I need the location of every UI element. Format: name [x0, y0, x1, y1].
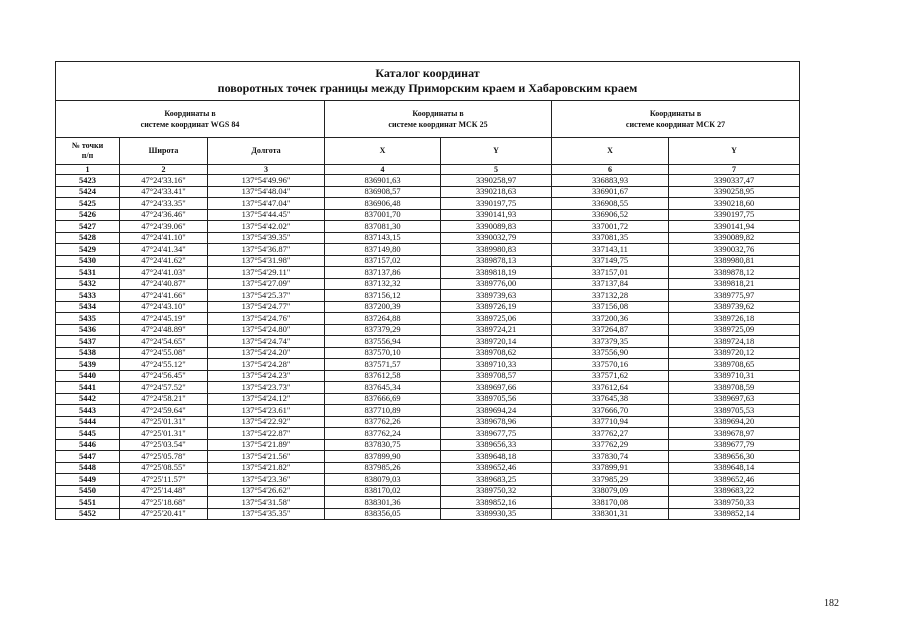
msk27-y-cell: 3389818,21	[669, 278, 800, 290]
column-number: 2	[120, 165, 208, 175]
msk27-y-cell: 3389677,79	[669, 439, 800, 451]
msk25-y-cell: 3389852,16	[441, 497, 552, 509]
point-number-cell: 5434	[56, 301, 120, 313]
table-row	[56, 232, 800, 244]
longitude-cell: 137°54'29.11"	[208, 267, 325, 279]
msk27-y-cell: 3389720,12	[669, 347, 800, 359]
table-row	[56, 324, 800, 336]
msk27-y-cell: 3390337,47	[669, 175, 800, 187]
point-number-cell: 5447	[56, 451, 120, 463]
msk25-y-cell: 3390258,97	[441, 175, 552, 187]
msk25-y-cell: 3389725,06	[441, 313, 552, 325]
msk27-y-cell: 3390218,60	[669, 198, 800, 210]
table-row	[56, 336, 800, 348]
msk25-x-cell: 837762,26	[325, 416, 441, 428]
latitude-cell: 47°24'48.89"	[120, 324, 208, 336]
msk25-x-cell: 837710,89	[325, 405, 441, 417]
table-row	[56, 462, 800, 474]
msk27-x-cell: 337556,90	[552, 347, 669, 359]
msk27-y-cell: 3389878,12	[669, 267, 800, 279]
msk27-y-cell: 3389705,53	[669, 405, 800, 417]
point-number-header: № точки п/п	[56, 138, 120, 165]
point-number-cell: 5428	[56, 232, 120, 244]
latitude-cell: 47°25'14.48"	[120, 485, 208, 497]
table-row	[56, 393, 800, 405]
msk27-y-header: Y	[669, 138, 800, 165]
longitude-cell: 137°54'49.96"	[208, 175, 325, 187]
msk25-y-cell: 3389930,35	[441, 508, 552, 520]
table-row	[56, 313, 800, 325]
msk25-x-cell: 838079,03	[325, 474, 441, 486]
msk25-x-cell: 837200,39	[325, 301, 441, 313]
msk27-y-cell: 3389694,20	[669, 416, 800, 428]
table-row	[56, 405, 800, 417]
table-row	[56, 255, 800, 267]
longitude-cell: 137°54'39.35"	[208, 232, 325, 244]
latitude-cell: 47°25'18.68"	[120, 497, 208, 509]
msk27-y-cell: 3390258,95	[669, 186, 800, 198]
msk27-system-header: Координаты в системе координат МСК 27	[552, 101, 800, 138]
msk25-y-cell: 3389656,33	[441, 439, 552, 451]
longitude-cell: 137°54'24.28"	[208, 359, 325, 371]
msk27-x-cell: 337001,72	[552, 221, 669, 233]
msk25-x-cell: 837570,10	[325, 347, 441, 359]
msk25-x-cell: 837830,75	[325, 439, 441, 451]
latitude-cell: 47°25'05.78"	[120, 451, 208, 463]
msk25-y-cell: 3390218,63	[441, 186, 552, 198]
point-number-cell: 5443	[56, 405, 120, 417]
longitude-cell: 137°54'22.87"	[208, 428, 325, 440]
coordinate-rows	[56, 175, 800, 520]
longitude-cell: 137°54'21.89"	[208, 439, 325, 451]
longitude-cell: 137°54'24.74"	[208, 336, 325, 348]
longitude-cell: 137°54'21.82"	[208, 462, 325, 474]
latitude-cell: 47°24'56.45"	[120, 370, 208, 382]
longitude-cell: 137°54'47.04"	[208, 198, 325, 210]
msk25-y-cell: 3389739,63	[441, 290, 552, 302]
point-number-cell: 5435	[56, 313, 120, 325]
table-row	[56, 278, 800, 290]
msk25-y-cell: 3389683,25	[441, 474, 552, 486]
latitude-cell: 47°25'01.31"	[120, 416, 208, 428]
msk25-y-cell: 3389750,32	[441, 485, 552, 497]
msk25-x-cell: 838301,36	[325, 497, 441, 509]
msk25-y-cell: 3389652,46	[441, 462, 552, 474]
latitude-cell: 47°24'58.21"	[120, 393, 208, 405]
point-number-cell: 5431	[56, 267, 120, 279]
point-number-cell: 5452	[56, 508, 120, 520]
msk25-y-cell: 3389708,57	[441, 370, 552, 382]
table-row	[56, 428, 800, 440]
msk27-x-cell: 337200,36	[552, 313, 669, 325]
msk25-y-cell: 3389710,33	[441, 359, 552, 371]
msk25-x-cell: 837157,02	[325, 255, 441, 267]
column-number: 7	[669, 165, 800, 175]
msk25-x-cell: 837137,86	[325, 267, 441, 279]
msk25-x-cell: 837762,24	[325, 428, 441, 440]
point-number-cell: 5429	[56, 244, 120, 256]
msk27-y-cell: 3389775,97	[669, 290, 800, 302]
msk25-x-cell: 837264,88	[325, 313, 441, 325]
latitude-cell: 47°25'11.57"	[120, 474, 208, 486]
msk25-y-cell: 3389818,19	[441, 267, 552, 279]
msk25-y-cell: 3389720,14	[441, 336, 552, 348]
msk27-x-cell: 337762,27	[552, 428, 669, 440]
msk27-x-cell: 336883,93	[552, 175, 669, 187]
msk25-y-cell: 3390089,83	[441, 221, 552, 233]
msk25-x-cell: 837149,80	[325, 244, 441, 256]
latitude-cell: 47°24'45.19"	[120, 313, 208, 325]
catalog-title: Каталог координат	[375, 66, 480, 80]
msk25-x-cell: 837556,94	[325, 336, 441, 348]
msk25-x-cell: 837571,57	[325, 359, 441, 371]
table-row	[56, 301, 800, 313]
msk27-y-cell: 3389980,81	[669, 255, 800, 267]
point-number-cell: 5437	[56, 336, 120, 348]
table-row	[56, 485, 800, 497]
msk25-y-cell: 3389726,19	[441, 301, 552, 313]
table-row	[56, 508, 800, 520]
catalog-subtitle: поворотных точек границы между Приморским краем и Хабаровским краем	[217, 81, 638, 95]
msk25-x-cell: 837899,90	[325, 451, 441, 463]
msk25-y-cell: 3389694,24	[441, 405, 552, 417]
latitude-cell: 47°25'20.41"	[120, 508, 208, 520]
column-number: 4	[325, 165, 441, 175]
wgs84-system-header: Координаты в системе координат WGS 84	[56, 101, 325, 138]
msk25-x-cell: 838170,02	[325, 485, 441, 497]
msk27-x-cell: 337666,70	[552, 405, 669, 417]
longitude-cell: 137°54'23.61"	[208, 405, 325, 417]
latitude-cell: 47°24'40.87"	[120, 278, 208, 290]
longitude-cell: 137°54'44.45"	[208, 209, 325, 221]
longitude-cell: 137°54'24.80"	[208, 324, 325, 336]
msk27-x-cell: 338079,09	[552, 485, 669, 497]
latitude-cell: 47°24'55.08"	[120, 347, 208, 359]
msk27-x-cell: 337762,29	[552, 439, 669, 451]
point-number-cell: 5436	[56, 324, 120, 336]
msk27-y-cell: 3390032,76	[669, 244, 800, 256]
point-number-cell: 5441	[56, 382, 120, 394]
msk27-x-cell: 337899,91	[552, 462, 669, 474]
table-row	[56, 382, 800, 394]
msk27-x-cell: 337149,75	[552, 255, 669, 267]
msk27-x-cell: 336908,55	[552, 198, 669, 210]
latitude-cell: 47°24'41.66"	[120, 290, 208, 302]
column-number: 1	[56, 165, 120, 175]
msk27-y-cell: 3389683,22	[669, 485, 800, 497]
msk27-y-cell: 3389678,97	[669, 428, 800, 440]
msk27-y-cell: 3389726,18	[669, 313, 800, 325]
latitude-cell: 47°24'59.64"	[120, 405, 208, 417]
msk27-x-cell: 337379,35	[552, 336, 669, 348]
msk25-system-header: Координаты в системе координат МСК 25	[325, 101, 552, 138]
msk25-x-cell: 837985,26	[325, 462, 441, 474]
latitude-cell: 47°25'08.55"	[120, 462, 208, 474]
point-number-cell: 5442	[56, 393, 120, 405]
point-number-cell: 5451	[56, 497, 120, 509]
table-row	[56, 175, 800, 187]
longitude-cell: 137°54'23.73"	[208, 382, 325, 394]
table-row	[56, 186, 800, 198]
table-row	[56, 370, 800, 382]
latitude-cell: 47°24'57.52"	[120, 382, 208, 394]
table-row	[56, 267, 800, 279]
longitude-header: Долгота	[208, 138, 325, 165]
msk25-x-cell: 838356,05	[325, 508, 441, 520]
msk25-y-cell: 3389705,56	[441, 393, 552, 405]
latitude-cell: 47°24'33.35"	[120, 198, 208, 210]
longitude-cell: 137°54'22.92"	[208, 416, 325, 428]
msk25-x-cell: 836901,63	[325, 175, 441, 187]
table-row	[56, 359, 800, 371]
msk27-y-cell: 3390197,75	[669, 209, 800, 221]
msk25-y-cell: 3389776,00	[441, 278, 552, 290]
msk27-x-cell: 338170,08	[552, 497, 669, 509]
msk27-y-cell: 3389852,14	[669, 508, 800, 520]
msk25-x-cell: 837081,30	[325, 221, 441, 233]
msk25-x-cell: 837001,70	[325, 209, 441, 221]
catalog-title-cell	[56, 62, 800, 101]
longitude-cell: 137°54'24.77"	[208, 301, 325, 313]
point-number-cell: 5424	[56, 186, 120, 198]
table-row	[56, 416, 800, 428]
msk27-x-cell: 337156,08	[552, 301, 669, 313]
msk25-y-cell: 3390032,79	[441, 232, 552, 244]
msk27-x-cell: 337645,38	[552, 393, 669, 405]
msk25-y-cell: 3389878,13	[441, 255, 552, 267]
longitude-cell: 137°54'27.09"	[208, 278, 325, 290]
msk25-y-cell: 3389648,18	[441, 451, 552, 463]
msk27-y-cell: 3390141,94	[669, 221, 800, 233]
longitude-cell: 137°54'36.87"	[208, 244, 325, 256]
msk27-y-cell: 3389739,62	[669, 301, 800, 313]
point-number-cell: 5427	[56, 221, 120, 233]
msk25-x-cell: 837143,15	[325, 232, 441, 244]
longitude-cell: 137°54'35.35"	[208, 508, 325, 520]
longitude-cell: 137°54'42.02"	[208, 221, 325, 233]
msk25-x-cell: 836906,48	[325, 198, 441, 210]
msk27-x-cell: 337081,35	[552, 232, 669, 244]
msk27-x-cell: 337137,84	[552, 278, 669, 290]
longitude-cell: 137°54'24.76"	[208, 313, 325, 325]
msk27-x-cell: 338301,31	[552, 508, 669, 520]
msk25-y-cell: 3389708,62	[441, 347, 552, 359]
msk25-y-cell: 3390141,93	[441, 209, 552, 221]
table-row	[56, 347, 800, 359]
point-number-cell: 5444	[56, 416, 120, 428]
latitude-cell: 47°24'43.10"	[120, 301, 208, 313]
point-number-cell: 5439	[56, 359, 120, 371]
point-number-cell: 5432	[56, 278, 120, 290]
latitude-cell: 47°24'36.46"	[120, 209, 208, 221]
msk27-y-cell: 3389724,18	[669, 336, 800, 348]
point-number-cell: 5430	[56, 255, 120, 267]
msk27-y-cell: 3389648,14	[669, 462, 800, 474]
longitude-cell: 137°54'31.98"	[208, 255, 325, 267]
coordinate-table	[55, 61, 800, 520]
msk27-y-cell: 3389710,31	[669, 370, 800, 382]
msk25-x-cell: 837612,58	[325, 370, 441, 382]
table-row	[56, 221, 800, 233]
latitude-cell: 47°24'33.41"	[120, 186, 208, 198]
latitude-cell: 47°25'01.31"	[120, 428, 208, 440]
msk25-x-cell: 837132,32	[325, 278, 441, 290]
msk25-x-cell: 837156,12	[325, 290, 441, 302]
latitude-header: Широта	[120, 138, 208, 165]
msk27-x-cell: 337157,01	[552, 267, 669, 279]
msk27-y-cell: 3389652,46	[669, 474, 800, 486]
msk27-y-cell: 3389750,33	[669, 497, 800, 509]
longitude-cell: 137°54'24.23"	[208, 370, 325, 382]
table-row	[56, 198, 800, 210]
point-number-cell: 5438	[56, 347, 120, 359]
msk27-x-cell: 336901,67	[552, 186, 669, 198]
table-row	[56, 497, 800, 509]
longitude-cell: 137°54'31.58"	[208, 497, 325, 509]
latitude-cell: 47°24'41.10"	[120, 232, 208, 244]
latitude-cell: 47°24'54.65"	[120, 336, 208, 348]
msk27-y-cell: 3389697,63	[669, 393, 800, 405]
msk27-y-cell: 3389708,59	[669, 382, 800, 394]
msk27-y-cell: 3389725,09	[669, 324, 800, 336]
table-row	[56, 439, 800, 451]
table-row	[56, 209, 800, 221]
msk27-x-cell: 337710,94	[552, 416, 669, 428]
msk25-x-cell: 836908,57	[325, 186, 441, 198]
point-number-cell: 5423	[56, 175, 120, 187]
table-row	[56, 290, 800, 302]
column-number: 5	[441, 165, 552, 175]
msk27-x-cell: 337830,74	[552, 451, 669, 463]
msk25-y-cell: 3389677,75	[441, 428, 552, 440]
msk25-x-cell: 837666,69	[325, 393, 441, 405]
longitude-cell: 137°54'23.36"	[208, 474, 325, 486]
table-row	[56, 474, 800, 486]
msk25-y-cell: 3389678,96	[441, 416, 552, 428]
point-number-cell: 5450	[56, 485, 120, 497]
point-number-cell: 5449	[56, 474, 120, 486]
longitude-cell: 137°54'24.12"	[208, 393, 325, 405]
latitude-cell: 47°24'39.06"	[120, 221, 208, 233]
point-number-cell: 5446	[56, 439, 120, 451]
longitude-cell: 137°54'26.62"	[208, 485, 325, 497]
table-row	[56, 451, 800, 463]
latitude-cell: 47°24'41.34"	[120, 244, 208, 256]
longitude-cell: 137°54'48.04"	[208, 186, 325, 198]
msk25-x-cell: 837379,29	[325, 324, 441, 336]
page-number: 182	[824, 598, 839, 609]
msk27-x-cell: 337612,64	[552, 382, 669, 394]
msk27-y-cell: 3390089,82	[669, 232, 800, 244]
longitude-cell: 137°54'24.20"	[208, 347, 325, 359]
latitude-cell: 47°24'41.62"	[120, 255, 208, 267]
point-number-cell: 5433	[56, 290, 120, 302]
msk25-y-cell: 3389980,83	[441, 244, 552, 256]
table-row	[56, 244, 800, 256]
msk27-x-cell: 337132,28	[552, 290, 669, 302]
point-number-cell: 5448	[56, 462, 120, 474]
msk27-x-header: X	[552, 138, 669, 165]
point-number-cell: 5426	[56, 209, 120, 221]
msk25-y-cell: 3389724,21	[441, 324, 552, 336]
msk25-x-cell: 837645,34	[325, 382, 441, 394]
msk27-y-cell: 3389708,65	[669, 359, 800, 371]
coordinate-catalog-sheet	[55, 61, 799, 520]
latitude-cell: 47°24'55.12"	[120, 359, 208, 371]
msk27-x-cell: 336906,52	[552, 209, 669, 221]
longitude-cell: 137°54'21.56"	[208, 451, 325, 463]
latitude-cell: 47°24'41.03"	[120, 267, 208, 279]
msk27-x-cell: 337143,11	[552, 244, 669, 256]
column-number: 3	[208, 165, 325, 175]
msk27-x-cell: 337985,29	[552, 474, 669, 486]
msk25-y-cell: 3389697,66	[441, 382, 552, 394]
latitude-cell: 47°24'33.16"	[120, 175, 208, 187]
point-number-cell: 5440	[56, 370, 120, 382]
msk27-x-cell: 337264,87	[552, 324, 669, 336]
msk25-y-cell: 3390197,75	[441, 198, 552, 210]
longitude-cell: 137°54'25.37"	[208, 290, 325, 302]
msk25-x-header: X	[325, 138, 441, 165]
column-number: 6	[552, 165, 669, 175]
msk25-y-header: Y	[441, 138, 552, 165]
msk27-x-cell: 337570,16	[552, 359, 669, 371]
point-number-cell: 5445	[56, 428, 120, 440]
point-number-cell: 5425	[56, 198, 120, 210]
latitude-cell: 47°25'03.54"	[120, 439, 208, 451]
msk27-y-cell: 3389656,30	[669, 451, 800, 463]
msk27-x-cell: 337571,62	[552, 370, 669, 382]
